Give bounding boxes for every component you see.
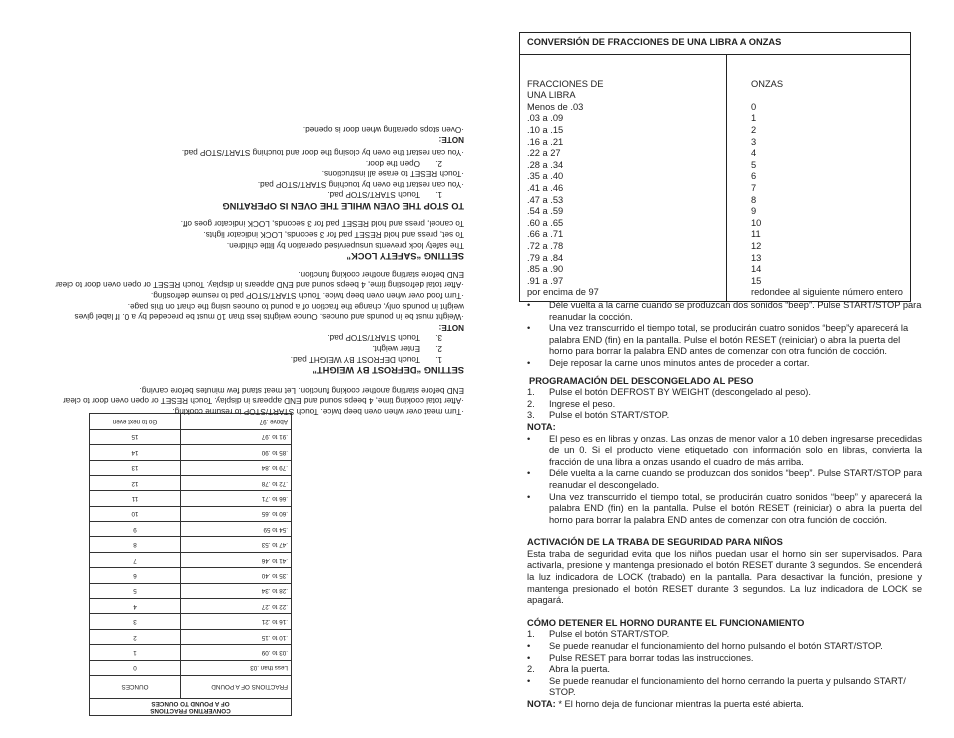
list-item bbox=[527, 323, 922, 358]
ounce-cell: 3 bbox=[751, 136, 757, 147]
defrost-heading: SETTING “DEFROST BY WEIGHT” bbox=[312, 365, 464, 376]
list-item bbox=[527, 641, 922, 653]
defrost-step bbox=[52, 353, 464, 364]
list-item bbox=[527, 434, 922, 469]
defrost-notes bbox=[52, 268, 464, 321]
item-marker: 1. bbox=[527, 387, 535, 398]
item-marker: 2. bbox=[435, 158, 442, 168]
note-text: After total defrosting time, 4 beeps sound and END appears in display. Touch RESET or open oven door to clear END before starting another cooking function. bbox=[55, 269, 464, 290]
table-row bbox=[90, 522, 292, 537]
defrost-note: ·Weight must be in pounds and ounces. Ounce weights less than 10 must be preceded by a 0. If label gives weight in pounds only, change the fraction of a pound to ounces using the chart on this page. bbox=[74, 301, 464, 322]
fraction-cell: .85 a .90 bbox=[527, 264, 564, 275]
table-row bbox=[90, 414, 292, 429]
item-text: Déle vuelta a la carne cuando se produzcan dos sonidos “beep”. Pulse START/STOP para reanudar el descongelado. bbox=[549, 468, 922, 490]
stop-item bbox=[52, 157, 464, 168]
fraction-cell: .72 to .78 bbox=[181, 475, 292, 490]
table-row bbox=[90, 583, 292, 598]
ounce-cell: 6 bbox=[90, 568, 181, 583]
fraction-cell: .41 to .46 bbox=[181, 552, 292, 567]
safety-paragraph: The safety lock prevents unsupervised operation by little children. bbox=[226, 240, 464, 250]
ounce-cell: 15 bbox=[751, 275, 762, 286]
item-text: You can restart the oven by touching START/STOP pad. bbox=[257, 179, 462, 189]
stop-items bbox=[52, 146, 464, 199]
list-item bbox=[527, 387, 922, 399]
ounce-cell: 6 bbox=[751, 171, 757, 182]
item-marker: • bbox=[527, 641, 531, 652]
ounce-cell: 12 bbox=[90, 475, 181, 490]
ounce-cell: 9 bbox=[751, 206, 757, 217]
list-item bbox=[527, 300, 922, 323]
fraction-cell: .16 a .21 bbox=[527, 136, 564, 147]
safety-text: Esta traba de seguridad evita que los niños puedan usar el horno sin ser supervisados. Para activarla, presione y mantenga presionado el botón RESET durante 3 segundos. Se encenderá la luz indicadora de LOCK (trabado) en la pantalla. Para desactivar la función, presione y mantenga presionado el botón RESET durante 3 segundos. La luz indicadora de LOCK se apagará. bbox=[527, 548, 922, 606]
header-ounces: OUNCES bbox=[90, 676, 181, 699]
header-onzas: ONZAS bbox=[751, 78, 784, 89]
fraction-cell: .03 to .09 bbox=[181, 645, 292, 660]
item-text: Pulse el botón START/STOP. bbox=[549, 629, 670, 640]
note-text: Turn food over when oven beep twice. Touch START/STOP pad to resume defrosting. bbox=[151, 291, 462, 301]
step-number: 2. bbox=[435, 344, 442, 354]
step-number: 1. bbox=[435, 354, 442, 364]
fraction-cell: Above .97 bbox=[181, 414, 292, 429]
item-marker: • bbox=[527, 652, 531, 663]
list-item bbox=[527, 410, 922, 422]
ounce-cell: 13 bbox=[90, 460, 181, 475]
item-text: Touch RESET to erase all instructions. bbox=[321, 169, 462, 179]
fraction-cell: .47 a .53 bbox=[527, 194, 564, 205]
fraction-cell: .22 a 27 bbox=[527, 148, 561, 159]
ounce-cell: 13 bbox=[751, 252, 762, 263]
conversion-table-spanish bbox=[519, 32, 911, 302]
english-body bbox=[52, 123, 464, 416]
list-item bbox=[527, 653, 922, 665]
fraction-cell: .66 a .71 bbox=[527, 229, 564, 240]
fraction-cell: .91 to .97 bbox=[181, 429, 292, 444]
safety-heading: ACTIVACIÓN DE LA TRABA DE SEGURIDAD PARA NIÑOS bbox=[527, 537, 783, 548]
ounces-column bbox=[727, 55, 910, 301]
table-row bbox=[90, 491, 292, 506]
item-marker: 1. bbox=[435, 190, 442, 200]
item-text: Touch START/STOP pad. bbox=[327, 190, 420, 200]
top-bullet-2: ·After total cooking time, 4 beeps sound and END appears in display. Touch RESET or open oven door to clear END before starting another cooking function. Let meat stand few minutes before carving. bbox=[63, 385, 464, 406]
item-text: El peso es en libras y onzas. Las onzas de menor valor a 10 deben ingresarse precedidas de un 0. Si el producto viene etiquetado con información solo en libras, convierta la fracción de una libra a onzas usando el cuadro de más arriba. bbox=[549, 433, 922, 467]
ounce-cell: 0 bbox=[751, 101, 757, 112]
ounce-cell: 9 bbox=[90, 522, 181, 537]
defrost-note-label: NOTA: bbox=[527, 421, 556, 432]
ounce-cell: 2 bbox=[90, 629, 181, 644]
safety-paragraphs bbox=[52, 218, 464, 250]
item-text: Pulse el botón DEFROST BY WEIGHT (descongelado al peso). bbox=[549, 387, 811, 398]
table-row bbox=[90, 629, 292, 644]
table-title-line2: OF A POUND TO OUNCES bbox=[151, 700, 230, 707]
ounce-cell: 5 bbox=[90, 583, 181, 598]
ounce-cell: 10 bbox=[90, 506, 181, 521]
item-text: Se puede reanudar el funcionamiento del horno pulsando el botón START/STOP. bbox=[549, 641, 883, 652]
fraction-cell: por encima de 97 bbox=[527, 287, 599, 298]
fraction-cell: .91 a .97 bbox=[527, 275, 564, 286]
table-row bbox=[90, 599, 292, 614]
table-title bbox=[90, 699, 292, 716]
stop-item bbox=[52, 178, 464, 189]
table-row bbox=[90, 552, 292, 567]
ounce-cell: 7 bbox=[90, 552, 181, 567]
ounce-cell: 14 bbox=[751, 264, 762, 275]
stop-note-label: NOTE: bbox=[438, 135, 464, 145]
ounce-cell: 12 bbox=[751, 240, 762, 251]
item-text: Se puede reanudar el funcionamiento del horno cerrando la puerta y pulsando START/ STOP. bbox=[549, 675, 906, 698]
stop-heading: CÓMO DETENER EL HORNO DURANTE EL FUNCIONAMIENTO bbox=[527, 617, 805, 628]
fraction-cell: Less than .03 bbox=[181, 660, 292, 675]
fractions-column bbox=[520, 55, 727, 301]
ounce-cell: 8 bbox=[90, 537, 181, 552]
table-title-line1: CONVERTING FRACTIONS bbox=[150, 707, 231, 714]
ounce-cell: redondee al siguiente número entero bbox=[751, 287, 903, 298]
ounce-cell: 4 bbox=[90, 599, 181, 614]
fraction-cell: .03 a .09 bbox=[527, 113, 564, 124]
list-item bbox=[527, 358, 922, 370]
ounce-cell: 10 bbox=[751, 217, 762, 228]
fraction-cell: .72 a .78 bbox=[527, 240, 564, 251]
ounce-cell: Go to next even bbox=[90, 414, 181, 429]
table-row bbox=[90, 475, 292, 490]
step-text: Enter weight. bbox=[372, 344, 420, 354]
stop-note: ·Oven stops operating when door is opened. bbox=[302, 124, 464, 134]
fraction-cell: .35 to .40 bbox=[181, 568, 292, 583]
defrost-steps bbox=[52, 332, 464, 364]
stop-item bbox=[52, 146, 464, 157]
ounce-cell: 2 bbox=[751, 124, 757, 135]
stop-note-text: * El horno deja de funcionar mientras la puerta esté abierta. bbox=[558, 699, 804, 709]
ounce-cell: 14 bbox=[90, 445, 181, 460]
item-marker: 1. bbox=[527, 629, 535, 640]
table-row bbox=[90, 537, 292, 552]
item-text: Una vez transcurrido el tiempo total, se producirán cuatro sonidos “beep” y aparecerá la palabra END (fin) en la pantalla. Pulse el botón RESET (reiniciar) o abra la puerta del horno para borrar la palabra END antes de comenzar con otra función de cocción. bbox=[549, 491, 922, 525]
fraction-cell: .41 a .46 bbox=[527, 182, 564, 193]
ounce-cell: 4 bbox=[751, 148, 757, 159]
item-marker: 2. bbox=[527, 664, 535, 675]
item-text: Déle vuelta a la carne cuando se produzcan dos sonidos “beep”. Pulse START/STOP para reanudar la cocción. bbox=[549, 300, 922, 322]
defrost-step bbox=[52, 332, 464, 343]
item-text: Pulse el botón START/STOP. bbox=[549, 410, 670, 421]
item-marker: · bbox=[461, 179, 464, 189]
table-row bbox=[90, 568, 292, 583]
bullet-marker: • bbox=[527, 491, 531, 502]
item-marker: • bbox=[527, 675, 531, 686]
defrost-note-label: NOTE: bbox=[438, 322, 464, 332]
item-marker: · bbox=[461, 169, 464, 179]
ounce-cell: 7 bbox=[751, 182, 757, 193]
header-fractions-1: FRACCIONES DE bbox=[527, 78, 604, 89]
item-marker: · bbox=[461, 147, 464, 157]
spanish-body bbox=[527, 300, 922, 711]
bullet-marker: • bbox=[527, 468, 531, 479]
defrost-steps bbox=[527, 387, 922, 422]
fraction-cell: .79 a .84 bbox=[527, 252, 564, 263]
ounce-cell: 5 bbox=[751, 159, 757, 170]
stop-note bbox=[527, 699, 922, 711]
bullet-marker: • bbox=[527, 357, 531, 368]
defrost-heading: PROGRAMACIÓN DEL DESCONGELADO AL PESO bbox=[529, 375, 754, 386]
item-marker: 3. bbox=[527, 410, 535, 421]
ounce-cell: 3 bbox=[90, 614, 181, 629]
stop-item bbox=[52, 189, 464, 200]
table-row bbox=[90, 660, 292, 675]
ounce-cell: 11 bbox=[90, 491, 181, 506]
step-text: Touch DEFROST BY WEIGHT pad. bbox=[290, 354, 420, 364]
item-text: Ingrese el peso. bbox=[549, 398, 616, 409]
table-row bbox=[90, 645, 292, 660]
fraction-cell: .10 to .15 bbox=[181, 629, 292, 644]
table-row bbox=[90, 460, 292, 475]
fraction-cell: .28 a .34 bbox=[527, 159, 564, 170]
conversion-table bbox=[89, 413, 292, 716]
item-text: Open the door. bbox=[365, 158, 420, 168]
note-text: Weight must be in pounds and ounces. Ounce weights less than 10 must be preceded by a 0. If label gives weight in pounds only, change the fraction of a pound to ounces using the chart on this page. bbox=[74, 301, 464, 322]
bullet-marker: • bbox=[527, 300, 531, 310]
fraction-cell: .22 to .27 bbox=[181, 599, 292, 614]
bullet-marker: • bbox=[527, 323, 531, 334]
list-item bbox=[527, 399, 922, 411]
defrost-step bbox=[52, 342, 464, 353]
list-item bbox=[527, 629, 922, 641]
ounce-cell: 8 bbox=[751, 194, 757, 205]
safety-paragraph: To set, press and hold RESET pad for 3 seconds, LOCK indicator lights. bbox=[203, 230, 464, 240]
step-number: 3. bbox=[435, 333, 442, 343]
item-text: Deje reposar la carne unos minutos antes de proceder a cortar. bbox=[549, 357, 810, 368]
fraction-cell: .85 to .90 bbox=[181, 445, 292, 460]
list-item bbox=[527, 492, 922, 527]
list-item bbox=[527, 676, 922, 699]
ounce-cell: 11 bbox=[751, 229, 761, 240]
fraction-cell: .28 to .34 bbox=[181, 583, 292, 598]
safety-paragraph: To cancel, press and hold RESET pad for 3 seconds, LOCK indicator goes off. bbox=[180, 219, 464, 229]
top-bullet-1: ·Turn meat over when oven beep twice. Touch START/STOP to resume cooking. bbox=[172, 407, 464, 416]
ounce-cell: 1 bbox=[90, 645, 181, 660]
header-fractions: FRACTIONS OF A POUND bbox=[181, 676, 292, 699]
table-row bbox=[90, 506, 292, 521]
table-row bbox=[90, 429, 292, 444]
table-title: CONVERSIÓN DE FRACCIONES DE UNA LIBRA A ONZAS bbox=[520, 33, 910, 55]
item-text: Abra la puerta. bbox=[549, 664, 610, 675]
fraction-cell: .47 to .53 bbox=[181, 537, 292, 552]
header-fractions-2: UNA LIBRA bbox=[527, 90, 576, 101]
fraction-cell: .79 to .84 bbox=[181, 460, 292, 475]
item-text: Una vez transcurrido el tiempo total, se producirán cuatro sonidos “beep”y aparecerá la palabra END (fin) en la pantalla. Pulse el botón RESET (reiniciar) o abra la puerta del horno para borrar la palabra END antes de comenzar con otra función de cocción. bbox=[549, 323, 909, 357]
table-row bbox=[90, 445, 292, 460]
stop-note-label: NOTA: bbox=[527, 699, 556, 709]
safety-heading: SETTING “SAFETY LOCK” bbox=[346, 251, 464, 262]
right-page-spanish bbox=[477, 0, 954, 738]
list-item bbox=[527, 664, 922, 676]
stop-heading: TO STOP THE OVEN WHILE THE OVEN IS OPERATING bbox=[222, 200, 464, 211]
list-item bbox=[527, 468, 922, 491]
defrost-note: ·Turn food over when oven beep twice. Touch START/STOP pad to resume defrosting. bbox=[151, 291, 464, 301]
fraction-cell: .54 a .59 bbox=[527, 206, 564, 217]
stop-item bbox=[52, 168, 464, 179]
fraction-cell: .66 to .71 bbox=[181, 491, 292, 506]
table-row bbox=[90, 614, 292, 629]
fraction-cell: .10 a .15 bbox=[527, 124, 564, 135]
bullet-marker: • bbox=[527, 433, 531, 444]
item-text: Pulse RESET para borrar todas las instrucciones. bbox=[549, 652, 754, 663]
ounce-cell: 1 bbox=[751, 113, 757, 124]
item-marker: 2. bbox=[527, 398, 535, 409]
fraction-cell: .16 to .21 bbox=[181, 614, 292, 629]
ounce-cell: 15 bbox=[90, 429, 181, 444]
ounce-cell: 0 bbox=[90, 660, 181, 675]
fraction-cell: .60 to .65 bbox=[181, 506, 292, 521]
item-text: You can restart the oven by closing the door and touching START/STOP pad. bbox=[181, 147, 462, 157]
fraction-cell: Menos de .03 bbox=[527, 101, 584, 112]
fraction-cell: .60 a .65 bbox=[527, 217, 564, 228]
table-body bbox=[520, 55, 910, 301]
fraction-cell: .54 to 59 bbox=[181, 522, 292, 537]
fraction-cell: .35 a .40 bbox=[527, 171, 564, 182]
step-text: Touch START/STOP pad. bbox=[327, 333, 420, 343]
defrost-note: ·After total defrosting time, 4 beeps sound and END appears in display. Touch RESET or open oven door to clear END before starting another cooking function. bbox=[55, 269, 464, 290]
stop-items bbox=[527, 629, 922, 699]
defrost-notes bbox=[527, 434, 922, 527]
top-bullets bbox=[527, 300, 922, 370]
conversion-table-english bbox=[89, 413, 292, 716]
